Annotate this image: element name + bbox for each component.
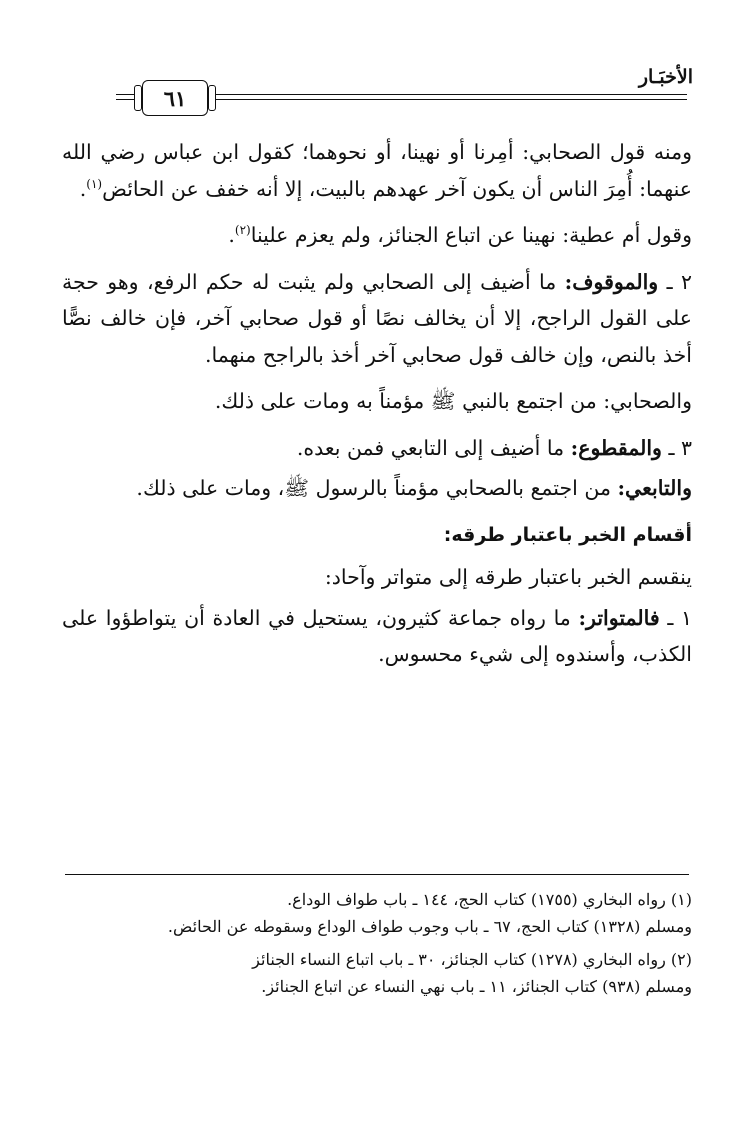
page-number: ٦١ bbox=[163, 85, 187, 111]
footnotes bbox=[62, 886, 692, 1006]
footnote-ref-1: (١) bbox=[86, 176, 103, 191]
paragraph-maqtu: ٣ ـ والمقطوع: ما أضيف إلى التابعي فمن بعده. bbox=[296, 435, 692, 460]
header-rule-right-2 bbox=[212, 99, 687, 100]
term-tabii: والتابعي: bbox=[617, 476, 692, 500]
footnote-1: (١) رواه البخاري (١٧٥٥) كتاب الحج، ١٤٤ ـ باب طواف الوداع. ومسلم (١٣٢٨) كتاب الحج، ٦٧ ـ باب وجوب طواف الوداع وسقوطه عن الحائض. bbox=[167, 890, 692, 936]
paragraph-sahabi: والصحابي: من اجتمع بالنبي ﷺ مؤمناً به ومات على ذلك. bbox=[214, 389, 692, 413]
footnote-2: (٢) رواه البخاري (١٢٧٨) كتاب الجنائز، ٣٠ ـ باب اتباع النساء الجنائز ومسلم (٩٣٨) كتاب الجنائز، ١١ ـ باب نهي النساء عن اتباع الجنائز. bbox=[252, 950, 692, 996]
section-heading: أقسام الخبر باعتبار طرقه: bbox=[443, 523, 692, 546]
page-number-frame bbox=[142, 80, 208, 116]
footnote-separator bbox=[65, 874, 689, 875]
paragraph-tabii: والتابعي: من اجتمع بالصحابي مؤمناً بالرسول ﷺ، ومات على ذلك. bbox=[136, 476, 692, 500]
paragraph-divisions: ينقسم الخبر باعتبار طرقه إلى متواتر وآحاد: bbox=[324, 565, 692, 589]
header-rule-right bbox=[212, 94, 687, 95]
footnote-ref-2: (٢) bbox=[234, 223, 251, 238]
paragraph-mutawatir: ١ ـ فالمتواتر: ما رواه جماعة كثيرون، يستحيل في العادة أن يتواطؤوا على الكذب، وأسندوه إلى شيء محسوس. bbox=[62, 605, 692, 666]
paragraph-2: وقول أم عطية: نهينا عن اتباع الجنائز، ولم يعزم علينا$^{(٢)}$. bbox=[228, 223, 692, 247]
term-mawquf: والموقوف: bbox=[564, 269, 659, 294]
paragraph-mawquf: ٢ ـ والموقوف: ما أضيف إلى الصحابي ولم يثبت له حكم الرفع، وهو حجة على القول الراجح، إلا أن يخالف نصًا أو قول صحابي آخر، فإن خالف نصًّا أخذ بالنص، وإن خالف قول صحابي آخر أخذ بالراجح منهما. bbox=[62, 269, 692, 367]
term-maqtu: والمقطوع: bbox=[570, 435, 662, 460]
running-title: الأخبَـار bbox=[638, 66, 693, 88]
body-text bbox=[62, 134, 692, 683]
paragraph-1: ومنه قول الصحابي: أمِرنا أو نهينا، أو نحوهما؛ كقول ابن عباس رضي الله عنهما: أُمِرَ الناس أن يكون آخر عهدهم بالبيت، إلا أنه خفف عن الحائض$^{(١)}$. bbox=[62, 140, 692, 201]
term-mutawatir: فالمتواتر: bbox=[578, 605, 660, 630]
